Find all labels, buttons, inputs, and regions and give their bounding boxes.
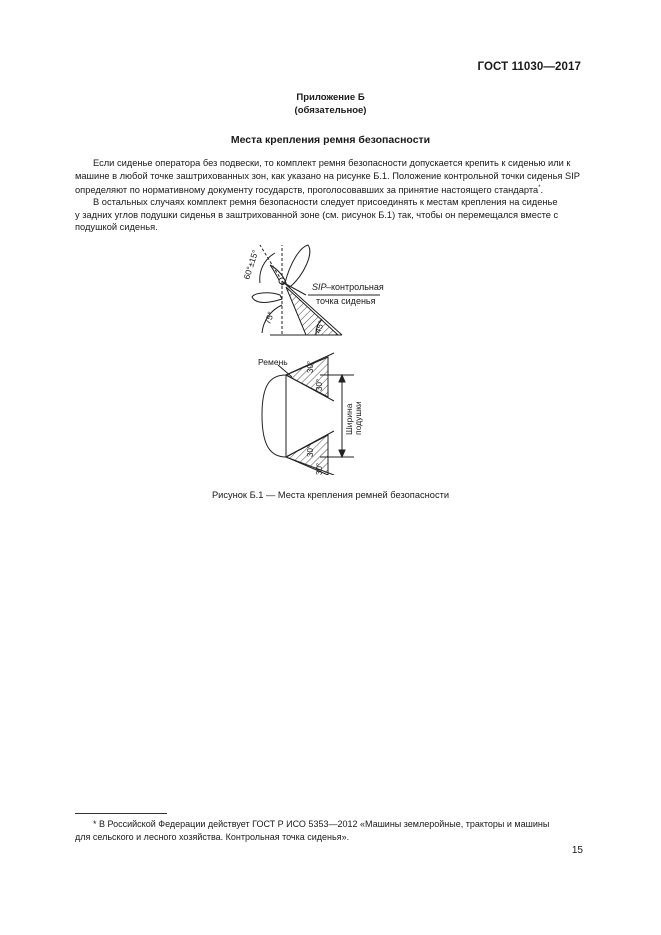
- section-title: Места крепления ремня безопасности: [230, 134, 431, 146]
- paragraph-1: [75, 157, 585, 197]
- guide-line: [260, 245, 282, 281]
- paragraph-2: [75, 196, 585, 234]
- standard-number: ГОСТ 11030—2017: [477, 61, 581, 73]
- figure-caption: Рисунок Б.1 — Места крепления ремней безопасности: [211, 490, 450, 500]
- width-label: Ширина: [344, 403, 354, 435]
- angle-30-label: 30°: [306, 360, 315, 373]
- figure-b1-diagram: [230, 235, 430, 475]
- paragraph-line: машине в любой точке заштрихованных зон, как указано на рисунке Б.1. Положение контрольной точки сиденья SIP: [75, 170, 581, 181]
- angle-30-label: 30°: [315, 462, 324, 475]
- sip-label-rest: –контрольная: [326, 282, 384, 292]
- hatched-zone-side: [286, 287, 338, 335]
- seat-back: [285, 245, 310, 287]
- footnote-rule: [75, 813, 167, 814]
- footnote-line: * В Российской Федерации действует ГОСТ Р ИСО 5353—2012 «Машины землеройные, тракторы и машины: [93, 819, 550, 829]
- angle-45-label: 45°: [312, 319, 327, 335]
- sip-label-line2: точка сиденья: [316, 296, 376, 306]
- sip-label: SIP: [312, 282, 327, 292]
- paragraph-line: у задних углов подушки сиденья в заштрихованной зоне (см. рисунок Б.1) так, чтобы он перемещался вместе с: [75, 209, 559, 220]
- footnote-line: для сельского и лесного хозяйства. Контрольная точка сиденья».: [75, 831, 350, 842]
- seat-front: [252, 293, 282, 303]
- paragraph-line: Если сиденье оператора без подвески, то комплект ремня безопасности допускается крепить к сиденью или к: [93, 158, 571, 168]
- arrowhead: [339, 375, 345, 382]
- angle-top-label: 60°±15°: [241, 248, 261, 281]
- angle-75-label: 75°: [262, 310, 276, 326]
- paragraph-line: В остальных случаях комплект ремня безопасности следует присоединять к местам крепления на сиденье: [93, 197, 558, 207]
- width-label: подушки: [353, 401, 363, 435]
- page-number: 15: [571, 845, 583, 856]
- appendix-status: (обязательное): [294, 105, 367, 116]
- angle-30-label: 30°: [306, 444, 315, 457]
- cushion-outline: [262, 375, 286, 457]
- paragraph-line: подушкой сиденья.: [75, 222, 158, 233]
- appendix-heading: [0, 91, 661, 117]
- angle-30-label: 30°: [315, 378, 324, 391]
- paragraph-line: определяют по нормативному документу государств, проголосовавших за принятие настоящего стандарта*.: [75, 185, 544, 196]
- arrowhead: [339, 450, 345, 457]
- footnote: [75, 818, 585, 843]
- footnote-mark: *: [538, 185, 541, 192]
- appendix-name: Приложение Б: [296, 92, 365, 103]
- belt-label: Ремень: [258, 357, 288, 367]
